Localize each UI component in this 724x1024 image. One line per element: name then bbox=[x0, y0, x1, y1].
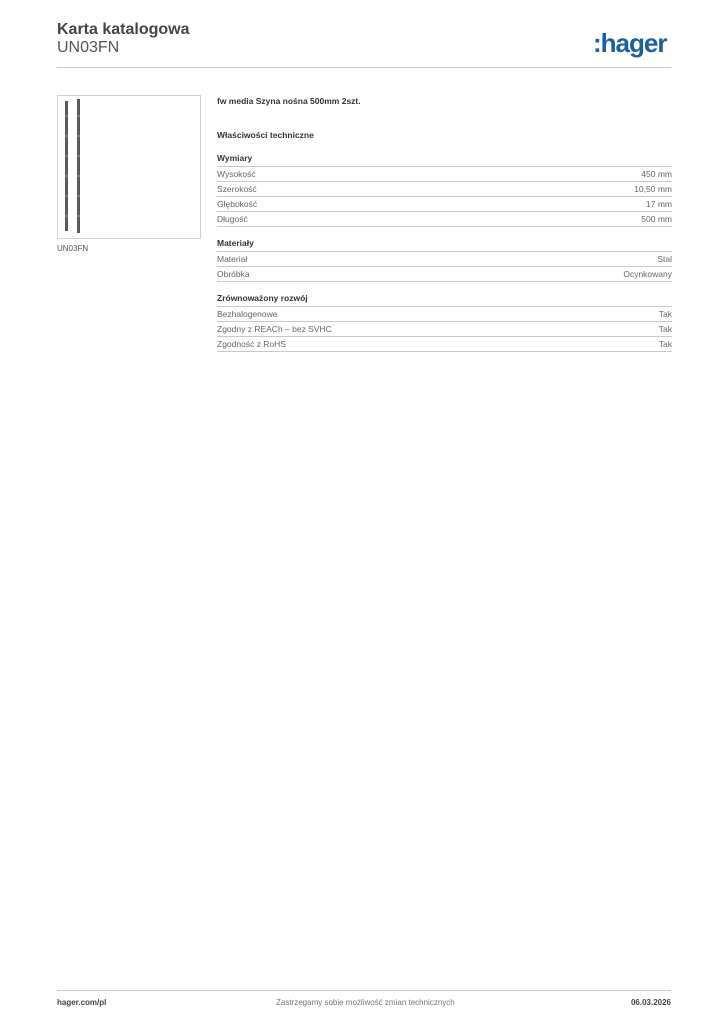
technical-properties-heading: Właściwości techniczne bbox=[217, 130, 314, 140]
row-label: Bezhalogenowe bbox=[217, 309, 278, 319]
row-label: Długość bbox=[217, 214, 248, 224]
section-dimensions bbox=[217, 153, 672, 227]
table-row bbox=[217, 212, 672, 227]
section-materials bbox=[217, 238, 672, 282]
section-title: Materiały bbox=[217, 238, 672, 252]
row-value: Tak bbox=[658, 324, 672, 334]
mounting-rail-icon bbox=[58, 96, 200, 238]
row-label: Materiał bbox=[217, 254, 248, 264]
table-row bbox=[217, 197, 672, 212]
table-row bbox=[217, 307, 672, 322]
product-image bbox=[57, 95, 201, 239]
product-image-caption: UN03FN bbox=[57, 244, 89, 253]
footer-divider bbox=[57, 990, 671, 991]
row-value: 450 mm bbox=[641, 169, 672, 179]
product-details bbox=[217, 96, 672, 352]
product-name: fw media Szyna nośna 500mm 2szt. bbox=[217, 96, 361, 106]
footer-date: 06.03.2026 bbox=[630, 998, 671, 1007]
hager-logo: :hager bbox=[593, 28, 667, 58]
table-row bbox=[217, 322, 672, 337]
footer-website-link[interactable]: hager.com/pl bbox=[57, 998, 107, 1007]
header-divider bbox=[57, 67, 671, 68]
row-label: Zgodność z RoHS bbox=[217, 339, 286, 349]
row-value: 500 mm bbox=[641, 214, 672, 224]
row-value: Tak bbox=[658, 339, 672, 349]
row-label: Szerokość bbox=[217, 184, 257, 194]
table-row bbox=[217, 252, 672, 267]
row-value: 17 mm bbox=[646, 199, 672, 209]
table-row bbox=[217, 182, 672, 197]
section-title: Zrównoważony rozwój bbox=[217, 293, 672, 307]
table-row bbox=[217, 337, 672, 352]
row-value: Stal bbox=[657, 254, 672, 264]
section-sustainability bbox=[217, 293, 672, 352]
row-label: Zgodny z REACh – bez SVHC bbox=[217, 324, 332, 334]
row-label: Głębokość bbox=[217, 199, 258, 209]
row-label: Wysokość bbox=[217, 169, 256, 179]
row-label: Obróbka bbox=[217, 269, 250, 279]
product-code: UN03FN bbox=[57, 39, 120, 56]
row-value: 10,50 mm bbox=[634, 184, 672, 194]
table-row bbox=[217, 167, 672, 182]
table-row bbox=[217, 267, 672, 282]
row-value: Tak bbox=[658, 309, 672, 319]
section-title: Wymiary bbox=[217, 153, 672, 167]
page-title: Karta katalogowa bbox=[57, 21, 190, 38]
footer-disclaimer: Zastrzegamy sobie możliwość zmian technicznych bbox=[276, 998, 455, 1007]
row-value: Ocynkowany bbox=[623, 269, 672, 279]
